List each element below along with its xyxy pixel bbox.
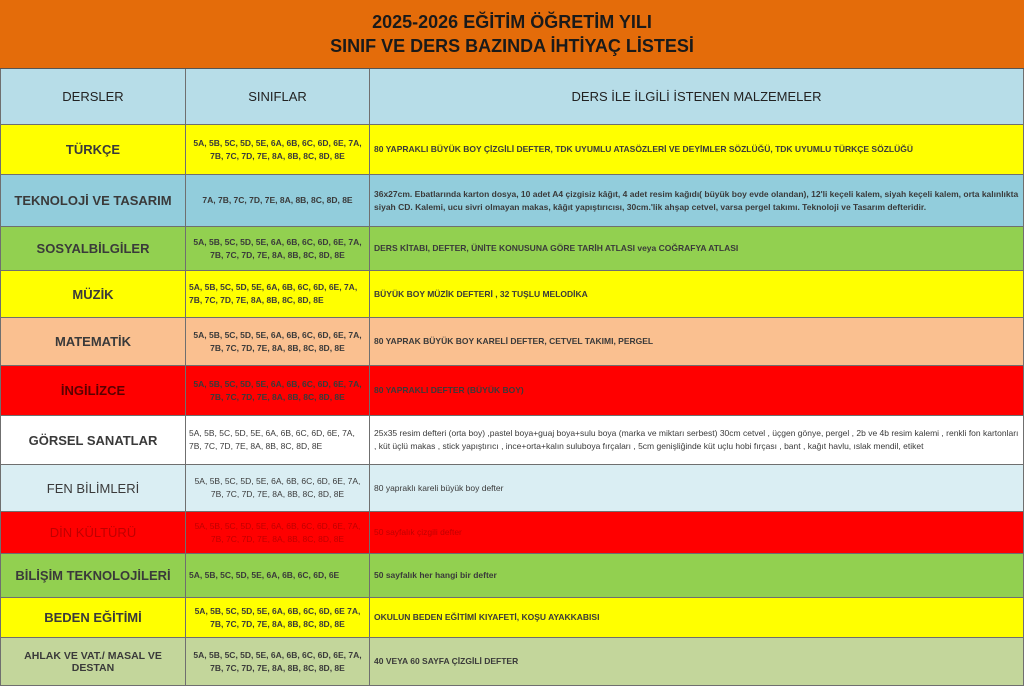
materials-cell: 50 sayfalık her hangi bir defter xyxy=(370,554,1024,598)
subject-cell: İNGİLİZCE xyxy=(0,366,186,416)
materials-cell: 80 YAPRAK BÜYÜK BOY KARELİ DEFTER, CETVEL TAKIMI, PERGEL xyxy=(370,318,1024,366)
subject-cell: FEN BİLİMLERİ xyxy=(0,465,186,512)
materials-cell: 25x35 resim defteri (orta boy) ,pastel boya+guaj boya+sulu boya (marka ve miktarı serbest) 30cm cetvel , üçgen gönye, pergel , 2b ve 4b resim kalemi , renkli fon kartonları , küt üçlü makas , stick yapıştırıcı , ince+orta+kalın suluboya fırçaları , 5cm genişliğinde küt uçlu hobi fırçası , bant , kağıt havlu, ıslak mendil, etiket xyxy=(370,416,1024,465)
classes-cell: 5A, 5B, 5C, 5D, 5E, 6A, 6B, 6C, 6D, 6E 7A, 7B, 7C, 7D, 7E, 8A, 8B, 8C, 8D, 8E xyxy=(186,598,370,638)
column-header-classes: SINIFLAR xyxy=(186,69,370,125)
classes-cell: 5A, 5B, 5C, 5D, 5E, 6A, 6B, 6C, 6D, 6E, 7A, 7B, 7C, 7D, 7E, 8A, 8B, 8C, 8D, 8E xyxy=(186,125,370,175)
classes-cell: 5A, 5B, 5C, 5D, 5E, 6A, 6B, 6C, 6D, 6E, 7A, 7B, 7C, 7D, 7E, 8A, 8B, 8C, 8D, 8E xyxy=(186,512,370,554)
classes-cell: 5A, 5B, 5C, 5D, 5E, 6A, 6B, 6C, 6D, 6E, 7A, 7B, 7C, 7D, 7E, 8A, 8B, 8C, 8D, 8E xyxy=(186,271,370,318)
classes-cell: 5A, 5B, 5C, 5D, 5E, 6A, 6B, 6C, 6D, 6E xyxy=(186,554,370,598)
subject-cell: DİN KÜLTÜRÜ xyxy=(0,512,186,554)
subject-cell: TÜRKÇE xyxy=(0,125,186,175)
title-line-2: SINIF VE DERS BAZINDA İHTİYAÇ LİSTESİ xyxy=(330,36,694,56)
materials-cell: DERS KİTABI, DEFTER, ÜNİTE KONUSUNA GÖRE TARİH ATLASI veya COĞRAFYA ATLASI xyxy=(370,227,1024,271)
materials-cell: 36x27cm. Ebatlarında karton dosya, 10 adet A4 çizgisiz kâğıt, 4 adet resim kağıdı( büyük boy evde olandan), 12'li keçeli kalem, siyah keçeli kalem, orta kalınlıkta siyah CD. Kalemi, ucu sivri olmayan makas, kâğıt yapıştırıcısı, 30cm.'lik ahşap cetvel, varsa pergel takımı. Teknoloji ve Tasarım defteridir. xyxy=(370,175,1024,227)
classes-cell: 5A, 5B, 5C, 5D, 5E, 6A, 6B, 6C, 6D, 6E, 7A, 7B, 7C, 7D, 7E, 8A, 8B, 8C, 8D, 8E xyxy=(186,638,370,686)
column-header-subject: DERSLER xyxy=(0,69,186,125)
materials-cell: 80 yapraklı kareli büyük boy defter xyxy=(370,465,1024,512)
column-header-materials: DERS İLE İLGİLİ İSTENEN MALZEMELER xyxy=(370,69,1024,125)
title-line-1: 2025-2026 EĞİTİM ÖĞRETİM YILI xyxy=(372,12,652,32)
subject-cell: GÖRSEL SANATLAR xyxy=(0,416,186,465)
subject-cell: TEKNOLOJİ VE TASARIM xyxy=(0,175,186,227)
subject-cell: BEDEN EĞİTİMİ xyxy=(0,598,186,638)
subject-cell: BİLİŞİM TEKNOLOJİLERİ xyxy=(0,554,186,598)
classes-cell: 5A, 5B, 5C, 5D, 5E, 6A, 6B, 6C, 6D, 6E, 7A, 7B, 7C, 7D, 7E, 8A, 8B, 8C, 8D, 8E xyxy=(186,416,370,465)
subject-cell: SOSYALBİLGİLER xyxy=(0,227,186,271)
classes-cell: 5A, 5B, 5C, 5D, 5E, 6A, 6B, 6C, 6D, 6E, 7A, 7B, 7C, 7D, 7E, 8A, 8B, 8C, 8D, 8E xyxy=(186,227,370,271)
materials-cell: OKULUN BEDEN EĞİTİMİ KIYAFETİ, KOŞU AYAKKABISI xyxy=(370,598,1024,638)
materials-cell: 40 VEYA 60 SAYFA ÇİZGİLİ DEFTER xyxy=(370,638,1024,686)
sheet-title xyxy=(0,0,1024,69)
materials-cell: 80 YAPRAKLI BÜYÜK BOY ÇİZGİLİ DEFTER, TDK UYUMLU ATASÖZLERİ VE DEYİMLER SÖZLÜĞÜ, TDK UYUMLU TÜRKÇE SÖZLÜĞÜ xyxy=(370,125,1024,175)
classes-cell: 5A, 5B, 5C, 5D, 5E, 6A, 6B, 6C, 6D, 6E, 7A, 7B, 7C, 7D, 7E, 8A, 8B, 8C, 8D, 8E xyxy=(186,366,370,416)
materials-cell: BÜYÜK BOY MÜZİK DEFTERİ , 32 TUŞLU MELODİKA xyxy=(370,271,1024,318)
subject-cell: AHLAK VE VAT./ MASAL VE DESTAN xyxy=(0,638,186,686)
materials-cell: 50 sayfalık çizgili defter xyxy=(370,512,1024,554)
materials-cell: 80 YAPRAKLI DEFTER (BÜYÜK BOY) xyxy=(370,366,1024,416)
classes-cell: 7A, 7B, 7C, 7D, 7E, 8A, 8B, 8C, 8D, 8E xyxy=(186,175,370,227)
classes-cell: 5A, 5B, 5C, 5D, 5E, 6A, 6B, 6C, 6D, 6E, 7A, 7B, 7C, 7D, 7E, 8A, 8B, 8C, 8D, 8E xyxy=(186,465,370,512)
subject-cell: MÜZİK xyxy=(0,271,186,318)
subject-cell: MATEMATİK xyxy=(0,318,186,366)
classes-cell: 5A, 5B, 5C, 5D, 5E, 6A, 6B, 6C, 6D, 6E, 7A, 7B, 7C, 7D, 7E, 8A, 8B, 8C, 8D, 8E xyxy=(186,318,370,366)
